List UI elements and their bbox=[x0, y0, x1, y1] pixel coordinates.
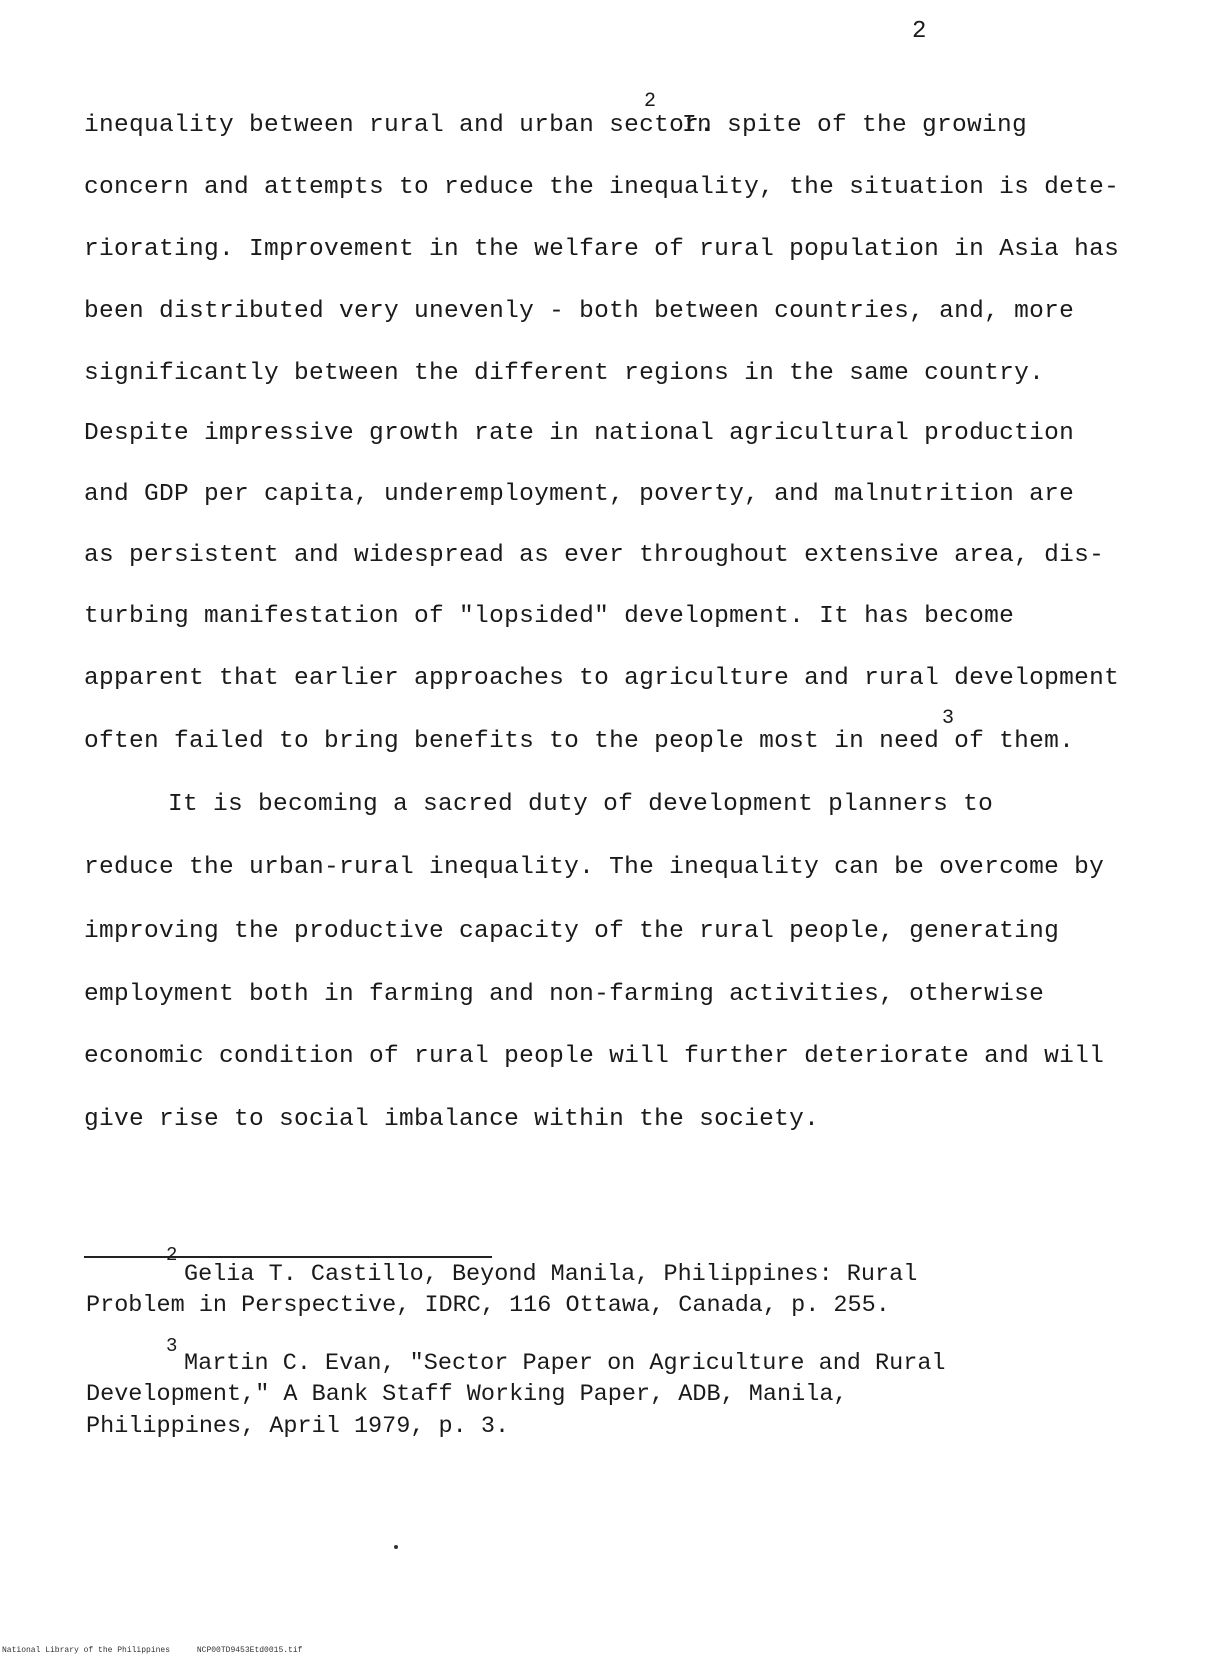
footnote-line: Development," A Bank Staff Working Paper, ADB, Manila, bbox=[86, 1381, 848, 1408]
scan-footer bbox=[2, 1646, 324, 1655]
scan-library: National Library of the Philippines bbox=[2, 1646, 171, 1655]
scan-file-code: NCP00TD9453Etd0015.tif bbox=[196, 1646, 303, 1655]
body-line: give rise to social imbalance within the society. bbox=[84, 1106, 820, 1133]
body-line: often failed to bring benefits to the people most in need of them. bbox=[84, 728, 1075, 755]
body-line: concern and attempts to reduce the inequality, the situation is dete- bbox=[84, 174, 1120, 201]
footnote-mark: 3 bbox=[166, 1335, 178, 1357]
body-line: as persistent and widespread as ever throughout extensive area, dis- bbox=[84, 542, 1105, 569]
body-line: economic condition of rural people will further deteriorate and will bbox=[84, 1043, 1105, 1070]
footnote-line: Gelia T. Castillo, Beyond Manila, Philippines: Rural bbox=[184, 1261, 918, 1288]
body-line: significantly between the different regions in the same country. bbox=[84, 360, 1045, 387]
footnote-ref-2: 2 bbox=[644, 90, 657, 113]
body-line: apparent that earlier approaches to agriculture and rural development bbox=[84, 665, 1120, 692]
body-line: It is becoming a sacred duty of development planners to bbox=[168, 791, 994, 818]
body-line: been distributed very unevenly - both between countries, and, more bbox=[84, 298, 1075, 325]
body-line: and GDP per capita, underemployment, poverty, and malnutrition are bbox=[84, 481, 1075, 508]
body-line: inequality between rural and urban sector. bbox=[84, 112, 715, 139]
footnote-line: Problem in Perspective, IDRC, 116 Ottawa, Canada, p. 255. bbox=[86, 1292, 890, 1319]
footnote-line: Martin C. Evan, "Sector Paper on Agriculture and Rural bbox=[184, 1350, 946, 1377]
footnote-line: Philippines, April 1979, p. 3. bbox=[86, 1413, 510, 1440]
body-line: improving the productive capacity of the rural people, generating bbox=[84, 918, 1060, 945]
footnote-separator bbox=[84, 1256, 492, 1258]
body-line: employment both in farming and non-farming activities, otherwise bbox=[84, 981, 1045, 1008]
body-line: turbing manifestation of "lopsided" development. It has become bbox=[84, 603, 1015, 630]
body-line: riorating. Improvement in the welfare of rural population in Asia has bbox=[84, 236, 1120, 263]
scan-speck bbox=[394, 1545, 398, 1549]
page-number: 2 bbox=[912, 18, 927, 45]
footnote-mark: 2 bbox=[166, 1244, 178, 1266]
body-line-continuation: In spite of the growing bbox=[682, 112, 1028, 139]
footnote-ref-3: 3 bbox=[942, 707, 955, 730]
body-line: reduce the urban-rural inequality. The inequality can be overcome by bbox=[84, 854, 1105, 881]
body-line: Despite impressive growth rate in national agricultural production bbox=[84, 420, 1075, 447]
